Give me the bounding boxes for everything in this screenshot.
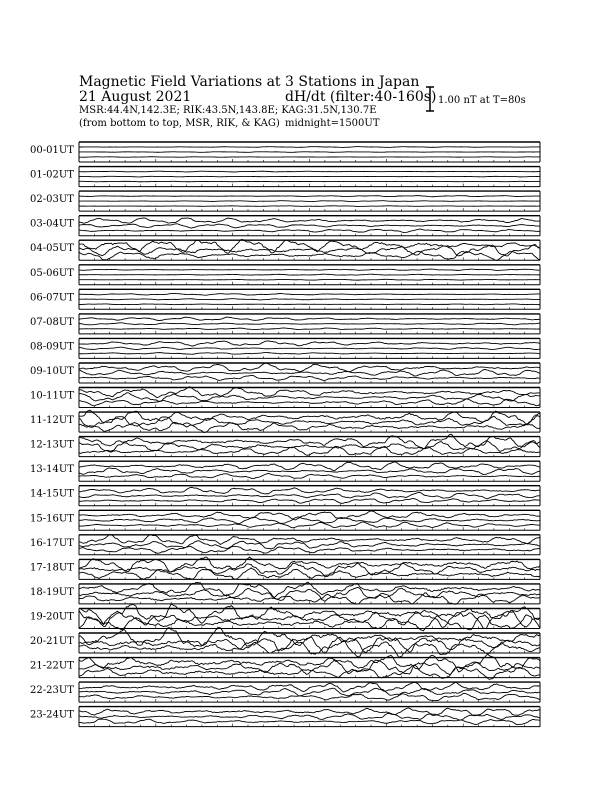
trace-rik — [79, 468, 540, 475]
trace-rik — [79, 517, 540, 524]
chart-title: Magnetic Field Variations at 3 Stations in Japan — [79, 74, 420, 90]
trace-msr — [79, 157, 540, 158]
trace-kag — [79, 363, 540, 371]
trace-msr — [79, 473, 540, 478]
trace-rik — [79, 660, 540, 675]
trace-msr — [79, 522, 540, 528]
trace-kag — [79, 387, 540, 398]
hour-row — [30, 191, 540, 211]
hour-row — [30, 627, 540, 657]
trace-kag — [79, 604, 540, 624]
row-label: 21-22UT — [30, 660, 74, 672]
hour-row — [30, 604, 540, 631]
hour-row — [30, 461, 540, 481]
trace-kag — [79, 147, 540, 148]
hour-row — [30, 707, 540, 727]
trace-msr — [79, 546, 540, 553]
trace-msr — [79, 499, 540, 504]
row-label: 17-18UT — [30, 562, 74, 574]
trace-rik — [79, 563, 540, 577]
trace-kag — [79, 293, 540, 295]
row-label: 15-16UT — [30, 513, 74, 525]
trace-rik — [79, 493, 540, 499]
station-order-note: (from bottom to top, MSR, RIK, & KAG) — [79, 118, 280, 129]
row-label: 08-09UT — [30, 341, 74, 353]
trace-kag — [79, 462, 540, 471]
hour-row — [30, 363, 540, 383]
trace-rik — [79, 224, 540, 228]
row-label: 14-15UT — [30, 488, 74, 500]
trace-msr — [79, 328, 540, 330]
trace-kag — [79, 196, 540, 197]
hour-row — [30, 510, 540, 530]
hour-row — [30, 314, 540, 334]
hour-row — [30, 654, 540, 679]
row-label: 12-13UT — [30, 439, 74, 451]
hour-row — [30, 486, 540, 506]
row-label: 01-02UT — [30, 169, 74, 181]
trace-rik — [79, 541, 540, 549]
trace-kag — [79, 708, 540, 716]
trace-rik — [79, 323, 540, 325]
hour-row — [30, 434, 540, 456]
row-label: 09-10UT — [30, 366, 74, 377]
trace-msr — [79, 206, 540, 207]
row-label: 11-12UT — [30, 415, 74, 427]
row-label: 05-06UT — [30, 267, 74, 279]
hour-row — [30, 289, 540, 309]
trace-kag — [79, 269, 540, 270]
row-label: 03-04UT — [30, 218, 74, 230]
scale-bar — [426, 87, 526, 111]
hour-row — [30, 265, 540, 285]
row-label: 22-23UT — [30, 685, 74, 697]
trace-rik — [79, 587, 540, 601]
trace-rik — [79, 688, 540, 696]
hour-row — [30, 216, 540, 236]
hour-row — [30, 682, 540, 702]
hour-row — [30, 142, 540, 162]
midnight-note: midnight=1500UT — [285, 118, 380, 129]
hour-row — [30, 239, 540, 260]
trace-kag — [79, 218, 540, 223]
trace-kag — [79, 511, 540, 520]
row-label: 04-05UT — [30, 243, 74, 255]
trace-kag — [79, 682, 540, 692]
row-label: 02-03UT — [30, 194, 74, 206]
trace-msr — [79, 304, 540, 305]
row-label: 20-21UT — [30, 636, 74, 647]
row-label: 06-07UT — [30, 292, 74, 304]
hour-row — [30, 410, 540, 432]
trace-kag — [79, 239, 540, 253]
hour-row — [30, 387, 540, 408]
trace-kag — [79, 535, 540, 545]
trace-msr — [79, 353, 540, 355]
trace-rik — [79, 176, 540, 177]
trace-rik — [79, 299, 540, 300]
scale-bar-label: 1.00 nT at T=80s — [438, 95, 526, 106]
trace-kag — [79, 487, 540, 493]
row-label: 00-01UT — [30, 145, 74, 156]
trace-rik — [79, 201, 540, 202]
trace-kag — [79, 341, 540, 346]
hour-row — [30, 557, 540, 579]
trace-kag — [79, 317, 540, 320]
chart-quantity: dH/dt (filter:40-160s) — [285, 89, 437, 105]
trace-msr — [79, 229, 540, 232]
trace-msr — [79, 279, 540, 280]
row-label: 10-11UT — [30, 390, 74, 402]
trace-rik — [79, 152, 540, 153]
hour-row — [30, 535, 540, 555]
trace-kag — [79, 171, 540, 172]
trace-rik — [79, 370, 540, 377]
row-label: 23-24UT — [30, 709, 74, 721]
hour-row — [30, 338, 540, 358]
hour-row — [30, 582, 540, 604]
trace-rik — [79, 347, 540, 349]
trace-rik — [79, 274, 540, 275]
row-label: 07-08UT — [30, 316, 74, 328]
trace-rik — [79, 245, 540, 256]
chart-date: 21 August 2021 — [79, 89, 192, 105]
row-label: 16-17UT — [30, 537, 74, 549]
trace-msr — [79, 375, 540, 380]
row-label: 18-19UT — [30, 586, 74, 598]
station-coordinates: MSR:44.4N,142.3E; RIK:43.5N,143.8E; KAG:31.5N,130.7E — [79, 105, 377, 116]
row-label: 19-20UT — [30, 611, 74, 623]
hour-rows — [30, 142, 540, 727]
row-label: 13-14UT — [30, 464, 74, 476]
hour-row — [30, 167, 540, 187]
